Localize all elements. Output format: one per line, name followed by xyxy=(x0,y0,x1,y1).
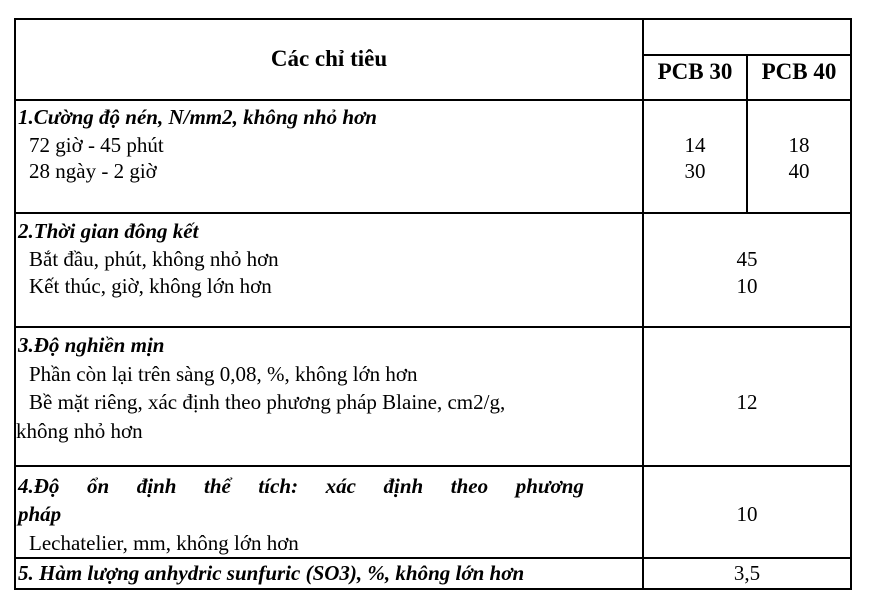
s4-title-word: định xyxy=(383,474,424,498)
header-criteria: Các chỉ tiêu xyxy=(270,46,388,71)
s4-title-word: định xyxy=(136,474,177,498)
s2-row2-label: Kết thúc, giờ, không lớn hơn xyxy=(29,274,272,298)
section-3-title: 3.Độ nghiền mịn xyxy=(18,333,165,357)
section-1-title: 1.Cường độ nén, N/mm2, không nhỏ hơn xyxy=(18,105,377,129)
s2-row1-label: Bắt đầu, phút, không nhỏ hơn xyxy=(29,247,279,271)
s5-value: 3,5 xyxy=(733,561,761,585)
s4-title-word: tích: xyxy=(258,474,299,498)
s4-title-word: theo xyxy=(450,474,489,498)
section-4-title-line2: pháp xyxy=(18,502,62,526)
s3-value: 12 xyxy=(736,390,758,414)
s4-title-word: phương xyxy=(515,474,584,498)
s1-row1-pcb40: 18 xyxy=(788,133,810,157)
header-pcb40: PCB 40 xyxy=(761,59,837,84)
header-pcb30: PCB 30 xyxy=(657,59,733,84)
s1-row2-pcb40: 40 xyxy=(788,159,810,183)
s3-line3: không nhỏ hơn xyxy=(16,419,143,443)
s4-title-word: ổn xyxy=(86,474,110,498)
s2-row1-value: 45 xyxy=(736,247,758,271)
s3-line2: Bề mặt riêng, xác định theo phương pháp Blaine, cm2/g, xyxy=(29,390,506,414)
s4-value: 10 xyxy=(736,502,758,526)
s1-row1-label: 72 giờ - 45 phút xyxy=(29,133,164,157)
s4-title-word: xác xyxy=(325,474,356,498)
section-2-title: 2.Thời gian đông kết xyxy=(18,219,199,243)
s3-line1: Phần còn lại trên sàng 0,08, %, không lớn hơn xyxy=(29,362,418,386)
s2-row2-value: 10 xyxy=(736,274,758,298)
s4-title-word: thể xyxy=(204,474,231,498)
section-4-title xyxy=(18,473,584,499)
s1-row2-label: 28 ngày - 2 giờ xyxy=(29,159,157,183)
s4-line: Lechatelier, mm, không lớn hơn xyxy=(29,531,299,555)
s1-row2-pcb30: 30 xyxy=(684,159,706,183)
section-5-title: 5. Hàm lượng anhydric sunfuric (SO3), %, không lớn hơn xyxy=(18,561,525,585)
s4-title-word: 4.Độ xyxy=(18,474,60,498)
s1-row1-pcb30: 14 xyxy=(684,133,706,157)
